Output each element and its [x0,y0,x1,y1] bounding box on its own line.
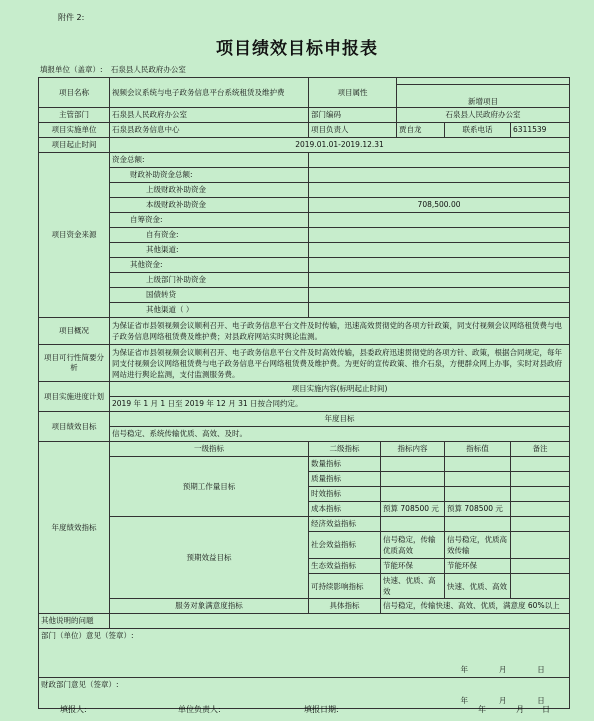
feasibility-label: 项目可行性简要分析 [39,345,110,382]
dept-code-label: 部门编码 [309,108,397,123]
footer-year: 年 [478,705,486,714]
indicator-content [381,457,445,472]
indicator-content: 快速、优质、高效 [381,574,445,599]
indicator-remark [511,559,570,574]
funding-item-value [309,213,570,228]
indicator-remark [511,502,570,517]
indicator-remark [511,532,570,559]
date-month: 月 [498,665,507,674]
footer-month: 月 [516,705,524,714]
indicator-name: 经济效益指标 [309,517,381,532]
page-title: 项目绩效目标申报表 [216,39,378,59]
funding-item-value: 708,500.00 [309,198,570,213]
indicator-value: 快速、优质、高效 [445,574,511,599]
annual-header-4: 指标值 [445,442,511,457]
indicator-value: 预算 708500 元 [445,502,511,517]
funding-item-label: 自有资金: [110,228,309,243]
funding-label: 项目资金来源 [39,153,110,318]
perf-goal-header: 年度目标 [110,412,570,427]
funding-item-label: 其他渠道（ ） [110,303,309,318]
indicator-value [445,487,511,502]
progress-header: 项目实施内容(标明起止时间) [110,382,570,397]
funding-item-value [309,183,570,198]
indicator-name: 数量指标 [309,457,381,472]
funding-item-value [309,273,570,288]
funding-item-value [309,228,570,243]
annual-header-2: 二级指标 [309,442,381,457]
dept-opinion-label: 部门（单位）意见（签章）: [39,629,570,664]
funding-item-label: 上级部门补助资金 [110,273,309,288]
indicator-value: 信号稳定，优质高效传输 [445,532,511,559]
funding-item-label: 本级财政补助资金 [110,198,309,213]
other-value [110,614,570,629]
funding-item-value [309,243,570,258]
indicator-name: 质量指标 [309,472,381,487]
indicator-remark [511,457,570,472]
satisfaction-name: 具体指标 [309,599,381,614]
funding-item-value [309,303,570,318]
indicator-value: 节能环保 [445,559,511,574]
footer-filler: 填报人: [60,705,87,714]
output-label: 预期工作量目标 [110,457,309,517]
dept-value: 石泉县人民政府办公室 [110,108,309,123]
project-name-label: 项目名称 [39,78,110,108]
feasibility-text: 为保证省市县领视频会议顺利召开、电子政务信息平台文件及时高效传输，县委政府迅速贯彻党的各项方针、政策，根据合同规定，每年同支付视频会议网络租赁费与电子政务信息平台网络租赁费及维护费。为更好的宣传政策、推介石泉，方便群众网上办事，实时对县政府网站进行舆论监测，支付监测服务费。 [110,345,570,382]
indicator-content [381,517,445,532]
period-label: 项目起止时间 [39,138,110,153]
funding-item-value [309,153,570,168]
indicator-remark [511,517,570,532]
annual-header-3: 指标内容 [381,442,445,457]
satisfaction-text: 信号稳定，传输快速、高效、优质，满意度 60%以上 [381,599,570,614]
date-day: 日 [537,665,545,674]
filing-unit-value: 石泉县人民政府办公室 [110,65,186,74]
project-attr-top [397,78,570,85]
date-day: 日 [537,696,545,705]
satisfaction-label: 服务对象满意度指标 [110,599,309,614]
filing-unit-label: 填报单位（盖章）: [40,65,103,74]
indicator-content [381,487,445,502]
other-label: 其他说明的问题 [39,614,110,629]
perf-goal-text: 信号稳定、系统传输优质、高效、及时。 [110,427,570,442]
phone-label: 联系电话 [445,123,511,138]
dept-code-value: 石泉县人民政府办公室 [397,108,570,123]
indicator-content: 节能环保 [381,559,445,574]
funding-item-value [309,168,570,183]
indicator-value [445,472,511,487]
perf-goal-label: 项目绩效目标 [39,412,110,442]
indicator-name: 可持续影响指标 [309,574,381,599]
dept-label: 主管部门 [39,108,110,123]
progress-label: 项目实施进度计划 [39,382,110,412]
funding-item-label: 自筹资金: [110,213,309,228]
leader-value: 贾自龙 [397,123,445,138]
date-year: 年 [460,696,468,705]
funding-item-label: 财政补助资金总额: [110,168,309,183]
indicator-name: 时效指标 [309,487,381,502]
funding-item-label: 其他资金: [110,258,309,273]
annual-header-5: 备注 [511,442,570,457]
funding-item-label: 资金总额: [110,153,309,168]
footer-unit-leader: 单位负责人: [178,705,221,714]
project-attr-value: 新增项目 [397,85,570,108]
finance-opinion-label: 财政部门意见（签章）: [39,678,570,695]
footer-fill-date: 填报日期: [304,705,339,714]
funding-item-label: 其他渠道: [110,243,309,258]
dept-opinion-date [39,663,570,678]
impl-unit-label: 项目实施单位 [39,123,110,138]
footer-day: 日 [542,705,550,714]
indicator-value [445,457,511,472]
indicator-name: 社会效益指标 [309,532,381,559]
phone-value: 6311539 [511,123,570,138]
project-name-value: 视频会议系统与电子政务信息平台系统租赁及维护费 [110,78,309,108]
filing-unit-line [40,64,192,75]
overview-text: 为保证省市县领视频会议顺利召开、电子政务信息平台文件及时传输，迅速高效贯彻党的各项方针政策，同支付视频会议网络租赁费与电子政务信息网络租赁费及维护费；对县政府网站实时舆论监测。 [110,318,570,345]
funding-item-label: 上级财政补助资金 [110,183,309,198]
impl-unit-value: 石泉县政务信息中心 [110,123,309,138]
benefit-label: 预期效益目标 [110,517,309,599]
funding-item-value [309,258,570,273]
period-value: 2019.01.01-2019.12.31 [110,138,570,153]
date-year: 年 [460,665,468,674]
project-attr-label: 项目属性 [309,78,397,108]
annual-header-1: 一级指标 [110,442,309,457]
attachment-label: 附件 2: [58,13,85,22]
indicator-value [445,517,511,532]
indicator-remark [511,487,570,502]
leader-label: 项目负责人 [309,123,397,138]
annual-label: 年度绩效指标 [39,442,110,614]
indicator-remark [511,574,570,599]
indicator-content: 预算 708500 元 [381,502,445,517]
indicator-content: 信号稳定，传输优质高效 [381,532,445,559]
progress-text: 2019 年 1 月 1 日至 2019 年 12 月 31 日按合同约定。 [110,397,570,412]
date-month: 月 [498,696,507,705]
indicator-content [381,472,445,487]
indicator-remark [511,472,570,487]
report-table [38,77,570,709]
indicator-name: 生态效益指标 [309,559,381,574]
overview-label: 项目概况 [39,318,110,345]
funding-item-label: 国债转贷 [110,288,309,303]
footer [40,704,570,715]
indicator-name: 成本指标 [309,502,381,517]
funding-item-value [309,288,570,303]
